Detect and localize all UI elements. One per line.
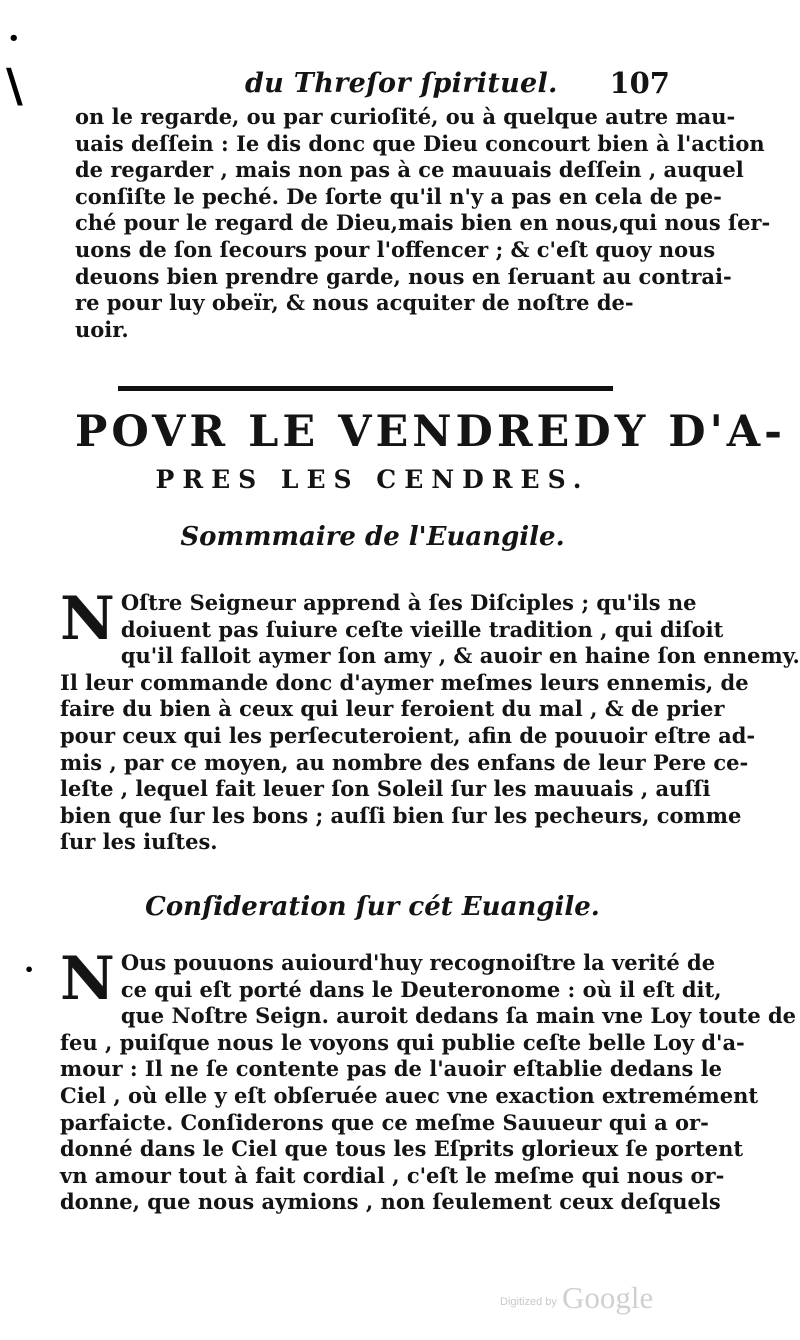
digitization-watermark [500,1280,670,1317]
section-divider [118,386,613,391]
text-line: Ciel , où elle y eſt obſeruée auec vne exaction extremément [60,1082,759,1108]
text-line: faire du bien à ceux qui leur feroient du mal , & de prier [60,696,725,722]
text-line: bien que ſur les bons ; auſſi bien ſur les pecheurs, comme [60,802,742,828]
google-watermark: Google [562,1280,654,1315]
text-line: Ous pouuons auiourd'huy recognoiſtre la verité de [120,950,716,975]
section-title-line-1: POVR LE VENDREDY D'A- [75,407,786,457]
text-line: deuons bien prendre garde, nous en ſeruant au contrai- [75,263,732,289]
text-line: on le regarde, ou par curioſité, ou à quelque autre mau- [75,104,736,129]
text-line: doiuent pas ſuiure ceſte vieille tradition , qui diſoit [120,616,724,642]
text-line: uais deſſein : Ie dis donc que Dieu concourt bien à l'action [75,130,765,156]
text-line: leſte , lequel fait leuer ſon Soleil ſur les mauuais , auſſi [60,776,711,802]
summary-heading: Sommmaire de l'Euangile. [180,522,565,552]
text-line: donné dans le Ciel que tous les Eſprits glorieux ſe portent [60,1136,744,1162]
margin-mark-bracket: \ [6,58,23,112]
text-line: donne, que nous aymions , non ſeulement ceux deſquels [60,1189,721,1215]
margin-mark-top: • [8,28,20,49]
digitized-by-label: Digitized by [500,1296,557,1308]
margin-mark-dot: • [24,960,35,979]
text-line: uoir. [75,316,129,342]
text-line: Oſtre Seigneur apprend à ſes Diſciples ; qu'ils ne [120,590,697,615]
drop-cap: N [60,584,115,654]
text-line: feu , puiſque nous le voyons qui publie ceſte belle Loy d'a- [60,1029,745,1055]
text-line: mis , par ce moyen, au nombre des enfans de leur Pere ce- [60,749,749,775]
text-line: que Noſtre Seign. auroit dedans ſa main vne Loy toute de [120,1003,797,1029]
consideration-paragraph [60,944,797,1216]
drop-cap: N [60,944,115,1014]
section-title-line-2: PRES LES CENDRES. [155,465,590,494]
running-title: du Threſor ſpirituel. [245,68,558,99]
text-line: pour ceux qui les perſecuteroient, afin de pouuoir eſtre ad- [60,722,756,748]
text-line: qu'il falloit aymer ſon amy , & auoir en haine ſon ennemy. [120,643,800,669]
section-title [75,407,786,494]
text-line: de regarder , mais non pas à ce mauuais deſſein , auquel [75,157,744,183]
consideration-heading: Conſideration ſur cét Euangile. [145,892,600,922]
text-line: uons de ſon ſecours pour l'offencer ; & c'eſt quoy nous [75,236,716,262]
summary-paragraph [60,584,800,856]
text-line: ſur les iuſtes. [60,829,218,855]
page-header [75,68,670,106]
text-line: ché pour le regard de Dieu,mais bien en nous,qui nous ſer- [75,210,771,236]
text-line: vn amour tout à fait cordial , c'eſt le meſme qui nous or- [60,1162,725,1188]
text-line: ce qui eſt porté dans le Deuteronome : où il eſt dit, [120,976,722,1002]
continuation-paragraph [75,104,771,343]
text-line: parfaicte. Conſiderons que ce meſme Sauueur qui a or- [60,1109,709,1135]
text-line: Il leur commande donc d'aymer meſmes leurs ennemis, de [60,669,749,695]
text-line: mour : Il ne ſe contente pas de l'auoir eſtablie dedans le [60,1056,722,1082]
text-line: conſiſte le peché. De ſorte qu'il n'y a pas en cela de pe- [75,183,722,209]
page-number: 107 [609,66,670,100]
text-line: re pour luy obeïr, & nous acquiter de noſtre de- [75,290,634,316]
